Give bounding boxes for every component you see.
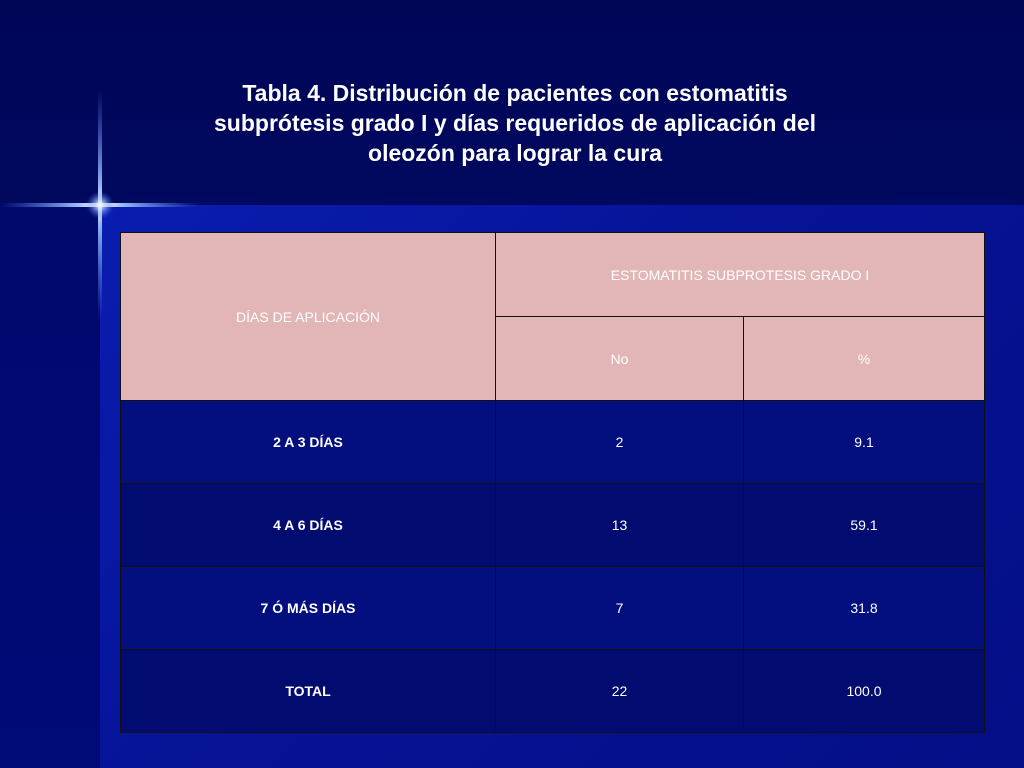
title-line-2: subprótesis grado I y días requeridos de aplicación del xyxy=(214,110,816,136)
row-pct-cell: 31.8 xyxy=(744,567,985,650)
total-pct-cell: 100.0 xyxy=(744,650,985,733)
row-pct-cell: 9.1 xyxy=(744,401,985,484)
header-group-cell xyxy=(496,233,985,317)
total-label-cell: TOTAL xyxy=(121,650,496,733)
header-pct-label: % xyxy=(857,350,871,367)
row-label-cell: 2 A 3 DÍAS xyxy=(121,401,496,484)
header-no-cell xyxy=(496,317,744,401)
row-no-cell: 2 xyxy=(496,401,744,484)
table-row xyxy=(121,567,985,650)
row-label-cell: 7 Ó MÁS DÍAS xyxy=(121,567,496,650)
row-no-cell: 13 xyxy=(496,484,744,567)
table-row xyxy=(121,401,985,484)
header-pct-cell xyxy=(744,317,985,401)
left-background-panel xyxy=(0,205,100,768)
header-group-label: ESTOMATITIS SUBPROTESIS GRADO I xyxy=(610,266,870,283)
distribution-table xyxy=(120,232,985,733)
title-line-1: Tabla 4. Distribución de pacientes con estomatitis xyxy=(242,80,788,106)
row-label-cell: 4 A 6 DÍAS xyxy=(121,484,496,567)
table-row-total xyxy=(121,650,985,733)
header-days-label: DÍAS DE APLICACIÓN xyxy=(236,308,380,325)
header-days-cell xyxy=(121,233,496,401)
table-row xyxy=(121,484,985,567)
header-no-label: No xyxy=(610,350,629,367)
slide-title xyxy=(120,78,910,168)
row-pct-cell: 59.1 xyxy=(744,484,985,567)
total-no-cell: 22 xyxy=(496,650,744,733)
row-no-cell: 7 xyxy=(496,567,744,650)
header-row-1 xyxy=(121,233,985,317)
title-line-3: oleozón para lograr la cura xyxy=(368,140,662,166)
